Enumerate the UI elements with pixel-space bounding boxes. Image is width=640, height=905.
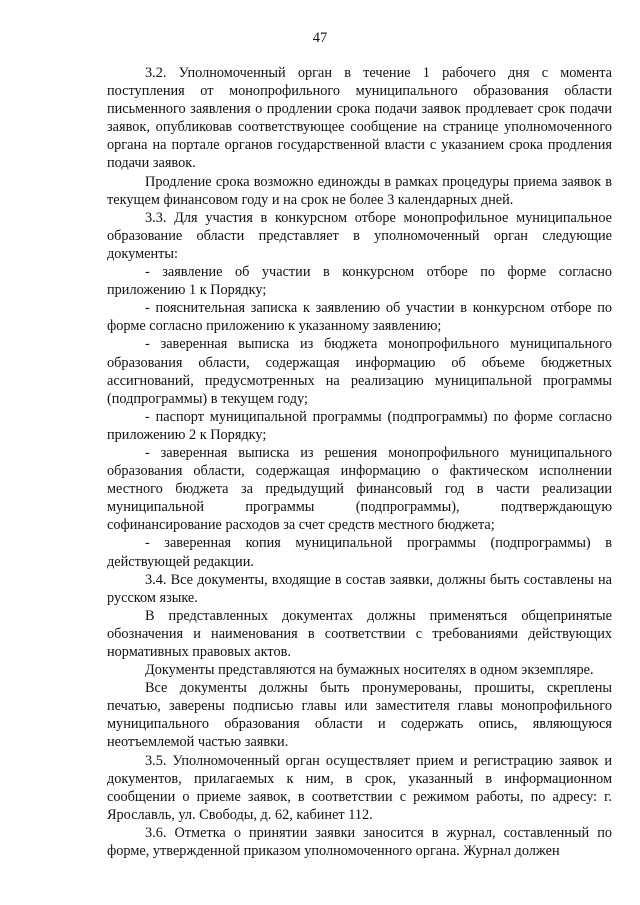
list-item-decision-extract: - заверенная выписка из решения монопрофильного муниципального образования области, содержащая информацию о фактическом исполнении местного бюджета за предыдущий финансовый год в части реализации муниципальной программы (подпрограммы), подтверждающую софинансирование расходов за счет средств местного бюджета;	[107, 444, 612, 534]
list-item-explanatory-note: - пояснительная записка к заявлению об участии в конкурсном отборе по форме согласно приложению к указанному заявлению;	[107, 300, 612, 335]
page-number: 47	[312, 30, 328, 46]
paragraph-3-4: 3.4. Все документы, входящие в состав заявки, должны быть составлены на русском языке.	[107, 571, 612, 606]
list-item-program-passport: - паспорт муниципальной программы (подпрограммы) по форме согласно приложению 2 к Порядку;	[107, 408, 612, 443]
paragraph-3-3: 3.3. Для участия в конкурсном отборе монопрофильное муниципальное образование области представляет в уполномоченный орган следующие документы:	[107, 209, 612, 262]
list-item-application: - заявление об участии в конкурсном отборе по форме согласно приложению 1 к Порядку;	[107, 264, 612, 299]
paragraph-numbering: Все документы должны быть пронумерованы, прошиты, скреплены печатью, заверены подписью главы или заместителя главы монопрофильного муниципального образования области и содержать опись, являющуюся неотъемлемой частью заявки.	[107, 680, 612, 751]
paragraph-3-6: 3.6. Отметка о принятии заявки заносится в журнал, составленный по форме, утвержденной приказом уполномоченного органа. Журнал должен	[107, 824, 612, 860]
list-item-program-copy: - заверенная копия муниципальной программы (подпрограммы) в действующей редакции.	[107, 535, 612, 570]
list-item-budget-extract: - заверенная выписка из бюджета монопрофильного муниципального образования области, содержащая информацию об объеме бюджетных ассигнований, предусмотренных на реализацию муниципальной программы (подпрограммы) в текущем году;	[107, 336, 612, 407]
paragraph-3-2: 3.2. Уполномоченный орган в течение 1 рабочего дня с момента поступления от монопрофильного муниципального образования области письменного заявления о продлении срока подачи заявок продлевает срок подачи заявок, опубликовав соответствующее сообщение на странице уполномоченного органа на портале органов государственной власти с указанием срока продления подачи заявок.	[107, 65, 612, 172]
paragraph-3-5: 3.5. Уполномоченный орган осуществляет прием и регистрацию заявок и документов, прилагаемых к ним, в срок, указанный в информационном сообщении о приеме заявок, в соответствии с режимом работы, по адресу: г. Ярославль, ул. Свободы, д. 62, кабинет 112.	[107, 752, 612, 823]
paragraph-paper-copies: Документы представляются на бумажных носителях в одном экземпляре.	[145, 662, 594, 679]
paragraph-designations: В представленных документах должны применяться общепринятые обозначения и наименования в соответствии с требованиями действующих нормативных правовых актов.	[107, 607, 612, 660]
paragraph-extension-once: Продление срока возможно единожды в рамках процедуры приема заявок в текущем финансовом году и на срок не более 3 календарных дней.	[107, 173, 612, 208]
document-body	[107, 64, 612, 860]
